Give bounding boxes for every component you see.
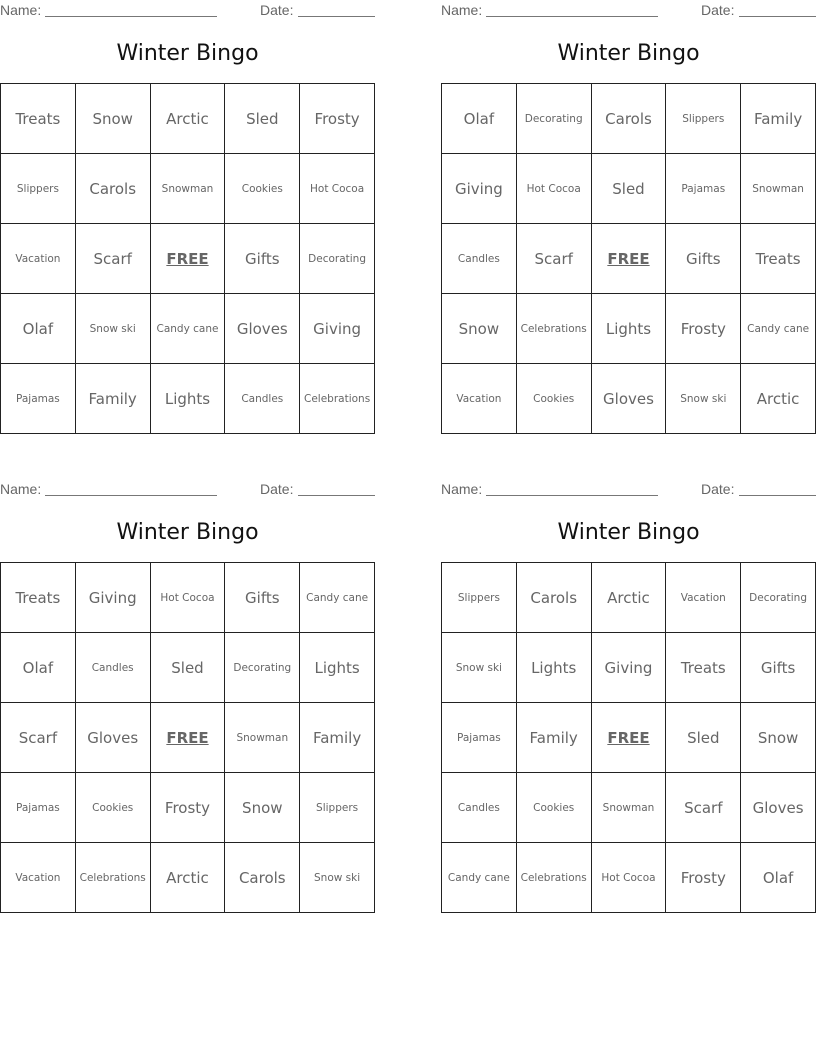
bingo-cell: Decorating <box>517 84 592 154</box>
bingo-cell: Hot Cocoa <box>592 843 667 913</box>
card-title: Winter Bingo <box>116 41 259 66</box>
bingo-cell: Gifts <box>225 563 300 633</box>
bingo-cell: Carols <box>76 154 151 224</box>
bingo-cell: Olaf <box>1 633 76 703</box>
date-field[interactable] <box>739 495 816 496</box>
bingo-cell: Snowman <box>151 154 226 224</box>
date-field[interactable] <box>739 16 816 17</box>
bingo-cell: Treats <box>741 224 816 294</box>
bingo-cell: Candy cane <box>741 294 816 364</box>
bingo-cell: Gifts <box>225 224 300 294</box>
bingo-cell: Slippers <box>1 154 76 224</box>
name-label: Name: <box>0 2 42 18</box>
bingo-cell: Snow <box>442 294 517 364</box>
bingo-cell: Candles <box>442 224 517 294</box>
bingo-cell: Hot Cocoa <box>517 154 592 224</box>
bingo-cell: Arctic <box>151 843 226 913</box>
bingo-cell: Arctic <box>741 364 816 434</box>
bingo-cell: Pajamas <box>1 364 76 434</box>
bingo-cell: Sled <box>592 154 667 224</box>
date-label: Date: <box>260 481 294 497</box>
bingo-cell: Pajamas <box>1 773 76 843</box>
bingo-cell: Vacation <box>666 563 741 633</box>
bingo-cell: Olaf <box>1 294 76 364</box>
bingo-cell: Arctic <box>151 84 226 154</box>
bingo-cell: Snow ski <box>76 294 151 364</box>
bingo-cell: Lights <box>517 633 592 703</box>
bingo-cell: Giving <box>592 633 667 703</box>
bingo-cell: Snow <box>225 773 300 843</box>
bingo-cell: Cookies <box>517 773 592 843</box>
bingo-cell: Olaf <box>442 84 517 154</box>
bingo-grid <box>0 562 375 913</box>
bingo-cell: Snow ski <box>300 843 375 913</box>
bingo-cell: Scarf <box>666 773 741 843</box>
bingo-card <box>441 479 816 915</box>
bingo-cell: Lights <box>300 633 375 703</box>
bingo-cell: Treats <box>1 84 76 154</box>
bingo-cell: Treats <box>666 633 741 703</box>
card-header <box>441 481 816 499</box>
bingo-cell: Candy cane <box>300 563 375 633</box>
bingo-card <box>0 479 375 915</box>
bingo-cell: Snowman <box>225 703 300 773</box>
bingo-cell: Decorating <box>225 633 300 703</box>
bingo-cell: Snowman <box>592 773 667 843</box>
bingo-grid <box>441 562 816 913</box>
bingo-cell: Carols <box>225 843 300 913</box>
card-title: Winter Bingo <box>557 520 700 545</box>
bingo-cell: Scarf <box>76 224 151 294</box>
name-label: Name: <box>0 481 42 497</box>
free-space-cell: FREE <box>592 224 667 294</box>
bingo-cell: Vacation <box>1 224 76 294</box>
bingo-cell: Snow <box>741 703 816 773</box>
bingo-cell: Hot Cocoa <box>151 563 226 633</box>
bingo-cell: Gifts <box>666 224 741 294</box>
date-label: Date: <box>260 2 294 18</box>
bingo-cell: Cookies <box>225 154 300 224</box>
bingo-cell: Family <box>517 703 592 773</box>
bingo-cell: Scarf <box>517 224 592 294</box>
name-field[interactable] <box>45 16 217 17</box>
bingo-cell: Snowman <box>741 154 816 224</box>
name-field[interactable] <box>486 495 658 496</box>
bingo-cell: Gloves <box>741 773 816 843</box>
date-field[interactable] <box>298 16 375 17</box>
bingo-cell: Family <box>76 364 151 434</box>
bingo-cell: Snow ski <box>442 633 517 703</box>
bingo-cell: Celebrations <box>300 364 375 434</box>
name-label: Name: <box>441 481 483 497</box>
bingo-cell: Gifts <box>741 633 816 703</box>
bingo-cell: Snow ski <box>666 364 741 434</box>
bingo-cell: Candy cane <box>151 294 226 364</box>
bingo-cell: Frosty <box>300 84 375 154</box>
bingo-cell: Sled <box>151 633 226 703</box>
bingo-grid <box>441 83 816 434</box>
bingo-cell: Lights <box>592 294 667 364</box>
card-header <box>0 481 375 499</box>
bingo-cell: Family <box>300 703 375 773</box>
bingo-cell: Candles <box>225 364 300 434</box>
bingo-cell: Olaf <box>741 843 816 913</box>
bingo-cell: Decorating <box>300 224 375 294</box>
date-label: Date: <box>701 2 735 18</box>
bingo-cell: Frosty <box>666 843 741 913</box>
date-field[interactable] <box>298 495 375 496</box>
bingo-cell: Lights <box>151 364 226 434</box>
name-field[interactable] <box>45 495 217 496</box>
bingo-cell: Arctic <box>592 563 667 633</box>
card-header <box>0 2 375 20</box>
bingo-cell: Sled <box>225 84 300 154</box>
bingo-cell: Sled <box>666 703 741 773</box>
bingo-cell: Vacation <box>1 843 76 913</box>
bingo-card <box>0 0 375 436</box>
bingo-cell: Celebrations <box>517 843 592 913</box>
free-space-cell: FREE <box>151 703 226 773</box>
bingo-cell: Slippers <box>666 84 741 154</box>
bingo-cell: Carols <box>517 563 592 633</box>
card-title: Winter Bingo <box>116 520 259 545</box>
bingo-cell: Cookies <box>76 773 151 843</box>
free-space-cell: FREE <box>151 224 226 294</box>
bingo-cell: Snow <box>76 84 151 154</box>
bingo-cell: Gloves <box>592 364 667 434</box>
bingo-cell: Pajamas <box>666 154 741 224</box>
bingo-card <box>441 0 816 436</box>
bingo-cell: Decorating <box>741 563 816 633</box>
bingo-cell: Celebrations <box>76 843 151 913</box>
card-header <box>441 2 816 20</box>
bingo-cell: Candles <box>76 633 151 703</box>
date-label: Date: <box>701 481 735 497</box>
name-label: Name: <box>441 2 483 18</box>
bingo-cell: Giving <box>442 154 517 224</box>
free-space-cell: FREE <box>592 703 667 773</box>
bingo-cell: Frosty <box>151 773 226 843</box>
bingo-cell: Cookies <box>517 364 592 434</box>
bingo-cell: Giving <box>76 563 151 633</box>
bingo-cell: Celebrations <box>517 294 592 364</box>
bingo-cell: Candles <box>442 773 517 843</box>
bingo-cell: Frosty <box>666 294 741 364</box>
bingo-cell: Family <box>741 84 816 154</box>
bingo-grid <box>0 83 375 434</box>
card-title: Winter Bingo <box>557 41 700 66</box>
name-field[interactable] <box>486 16 658 17</box>
bingo-cell: Treats <box>1 563 76 633</box>
bingo-cell: Pajamas <box>442 703 517 773</box>
bingo-cell: Slippers <box>442 563 517 633</box>
bingo-cell: Gloves <box>76 703 151 773</box>
bingo-cell: Carols <box>592 84 667 154</box>
bingo-cell: Vacation <box>442 364 517 434</box>
bingo-cell: Gloves <box>225 294 300 364</box>
bingo-cell: Slippers <box>300 773 375 843</box>
bingo-cell: Candy cane <box>442 843 517 913</box>
bingo-cell: Giving <box>300 294 375 364</box>
bingo-cell: Scarf <box>1 703 76 773</box>
bingo-cell: Hot Cocoa <box>300 154 375 224</box>
